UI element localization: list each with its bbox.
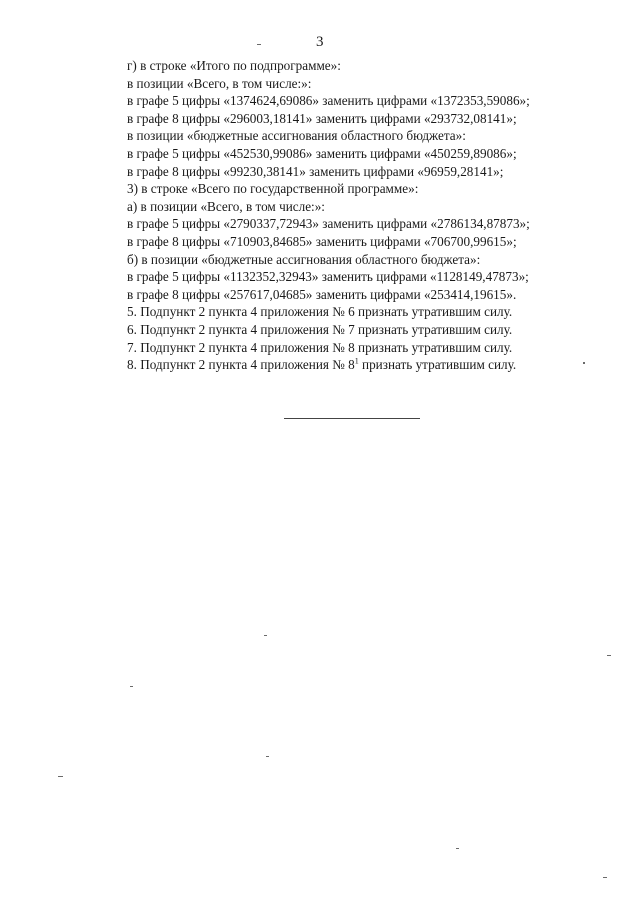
scan-speck xyxy=(607,655,611,656)
text-line-2: в позиции «Всего, в том числе:»: xyxy=(127,75,312,91)
scan-speck xyxy=(603,877,607,878)
text-line-5: в позиции «бюджетные ассигнования областного бюджета»: xyxy=(127,128,466,144)
scan-speck xyxy=(583,362,585,364)
text-line-7: в графе 8 цифры «99230,38141» заменить цифрами «96959,28141»; xyxy=(127,163,504,179)
text-line-18-main: 8. Подпункт 2 пункта 4 приложения № 8 xyxy=(127,357,355,373)
text-line-10: в графе 5 цифры «2790337,72943» заменить цифрами «2786134,87873»; xyxy=(127,216,530,232)
text-line-18-end: признать утратившим силу. xyxy=(358,357,517,373)
scan-speck xyxy=(130,686,133,687)
text-line-16: 6. Подпункт 2 пункта 4 приложения № 7 признать утратившим силу. xyxy=(127,321,513,337)
text-line-15: 5. Подпункт 2 пункта 4 приложения № 6 признать утратившим силу. xyxy=(127,304,513,320)
text-line-3: в графе 5 цифры «1374624,69086» заменить цифрами «1372353,59086»; xyxy=(127,93,530,109)
text-line-14: в графе 8 цифры «257617,04685» заменить цифрами «253414,19615». xyxy=(127,286,517,302)
scan-speck xyxy=(456,848,459,849)
text-line-1: г) в строке «Итого по подпрограмме»: xyxy=(127,58,341,73)
text-line-13: в графе 5 цифры «1132352,32943» заменить цифрами «1128149,47873»; xyxy=(127,269,529,285)
scan-speck xyxy=(257,44,261,45)
document-body xyxy=(127,57,607,374)
text-line-9: а) в позиции «Всего, в том числе:»: xyxy=(127,198,325,214)
page-number: 3 xyxy=(316,34,324,50)
text-line-4: в графе 8 цифры «296003,18141» заменить цифрами «293732,08141»; xyxy=(127,110,517,126)
text-line-12: б) в позиции «бюджетные ассигнования областного бюджета»: xyxy=(127,251,481,267)
scan-speck xyxy=(264,635,267,636)
text-line-18 xyxy=(127,356,607,374)
text-line-11: в графе 8 цифры «710903,84685» заменить цифрами «706700,99615»; xyxy=(127,233,517,249)
text-line-8: 3) в строке «Всего по государственной программе»: xyxy=(127,181,419,197)
scan-speck xyxy=(266,756,269,757)
scan-speck xyxy=(58,776,63,777)
text-line-17: 7. Подпункт 2 пункта 4 приложения № 8 признать утратившим силу. xyxy=(127,339,513,355)
end-of-text-divider xyxy=(284,418,420,419)
text-line-6: в графе 5 цифры «452530,99086» заменить цифрами «450259,89086»; xyxy=(127,145,517,161)
superscript-mark: 1 xyxy=(354,356,359,366)
